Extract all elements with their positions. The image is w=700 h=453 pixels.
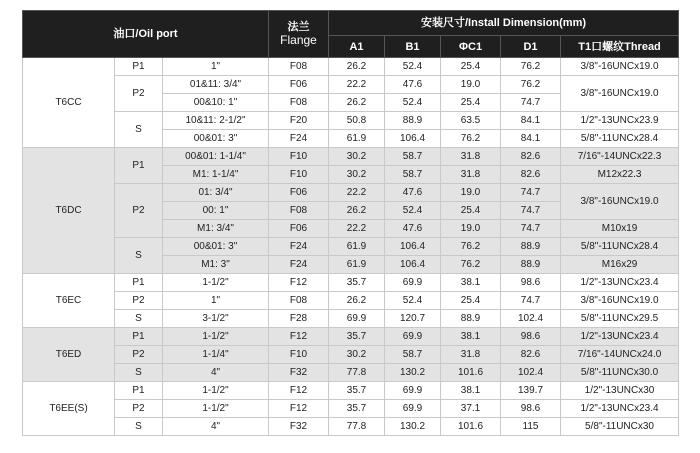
a1-cell: 35.7 xyxy=(329,274,385,292)
a1-cell: 26.2 xyxy=(329,58,385,76)
flange-cell: F24 xyxy=(269,130,329,148)
a1-cell: 61.9 xyxy=(329,256,385,274)
size-cell: 1-1/4" xyxy=(163,346,269,364)
size-cell: 01&11: 3/4" xyxy=(163,76,269,94)
model-name-cell: T6EE(S) xyxy=(23,382,115,436)
b1-cell: 52.4 xyxy=(385,202,441,220)
install-dimension-table xyxy=(22,10,679,436)
b1-cell: 106.4 xyxy=(385,256,441,274)
size-cell: 1" xyxy=(163,292,269,310)
size-cell: 1-1/2" xyxy=(163,328,269,346)
thread-cell: 1/2"-13UNCx23.4 xyxy=(561,400,679,418)
model-name-cell: T6ED xyxy=(23,328,115,382)
flange-header-en: Flange xyxy=(280,33,317,47)
a1-cell: 30.2 xyxy=(329,166,385,184)
b1-cell: 69.9 xyxy=(385,400,441,418)
a1-cell: 77.8 xyxy=(329,418,385,436)
c1-cell: 25.4 xyxy=(441,94,501,112)
table-row xyxy=(23,310,679,328)
c1-cell: 76.2 xyxy=(441,256,501,274)
port-cell: P1 xyxy=(115,274,163,292)
col-header-b1: B1 xyxy=(385,36,441,58)
flange-header-cn: 法兰 xyxy=(287,21,310,33)
a1-cell: 69.9 xyxy=(329,310,385,328)
table-row xyxy=(23,364,679,382)
flange-cell: F08 xyxy=(269,94,329,112)
d1-cell: 88.9 xyxy=(501,256,561,274)
install-dimension-header: 安装尺寸/Install Dimension(mm) xyxy=(329,11,679,36)
flange-cell: F12 xyxy=(269,382,329,400)
size-cell: 4" xyxy=(163,364,269,382)
b1-cell: 120.7 xyxy=(385,310,441,328)
d1-cell: 102.4 xyxy=(501,364,561,382)
table-row xyxy=(23,112,679,130)
d1-cell: 82.6 xyxy=(501,346,561,364)
thread-cell: M10x19 xyxy=(561,220,679,238)
table-row xyxy=(23,292,679,310)
d1-cell: 76.2 xyxy=(501,76,561,94)
model-name-cell: T6EC xyxy=(23,274,115,328)
size-cell: M1: 3" xyxy=(163,256,269,274)
d1-cell: 98.6 xyxy=(501,274,561,292)
d1-cell: 74.7 xyxy=(501,184,561,202)
port-cell: P1 xyxy=(115,148,163,184)
c1-cell: 101.6 xyxy=(441,364,501,382)
c1-cell: 31.8 xyxy=(441,346,501,364)
thread-cell: 5/8"-11UNCx29.5 xyxy=(561,310,679,328)
c1-cell: 19.0 xyxy=(441,184,501,202)
port-cell: S xyxy=(115,418,163,436)
size-cell: M1: 1-1/4" xyxy=(163,166,269,184)
size-cell: 1" xyxy=(163,58,269,76)
flange-cell: F12 xyxy=(269,400,329,418)
thread-cell: 3/8"-16UNCx19.0 xyxy=(561,184,679,220)
c1-cell: 38.1 xyxy=(441,274,501,292)
b1-cell: 58.7 xyxy=(385,346,441,364)
flange-cell: F10 xyxy=(269,166,329,184)
b1-cell: 130.2 xyxy=(385,418,441,436)
port-cell: S xyxy=(115,310,163,328)
flange-cell: F24 xyxy=(269,256,329,274)
port-cell: P2 xyxy=(115,400,163,418)
port-cell: P1 xyxy=(115,382,163,400)
d1-cell: 98.6 xyxy=(501,400,561,418)
model-name-cell: T6CC xyxy=(23,58,115,148)
a1-cell: 30.2 xyxy=(329,148,385,166)
thread-cell: 5/8"-11UNCx30 xyxy=(561,418,679,436)
a1-cell: 22.2 xyxy=(329,184,385,202)
a1-cell: 26.2 xyxy=(329,292,385,310)
flange-cell: F12 xyxy=(269,274,329,292)
port-cell: P2 xyxy=(115,346,163,364)
flange-cell: F10 xyxy=(269,148,329,166)
thread-cell: 1/2"-13UNCx23.4 xyxy=(561,328,679,346)
col-header-c1: ΦC1 xyxy=(441,36,501,58)
port-cell: S xyxy=(115,112,163,148)
a1-cell: 35.7 xyxy=(329,382,385,400)
port-cell: P1 xyxy=(115,58,163,76)
d1-cell: 88.9 xyxy=(501,238,561,256)
port-cell: P1 xyxy=(115,328,163,346)
d1-cell: 139.7 xyxy=(501,382,561,400)
d1-cell: 82.6 xyxy=(501,166,561,184)
c1-cell: 76.2 xyxy=(441,238,501,256)
thread-cell: 7/16"-14UNCx24.0 xyxy=(561,346,679,364)
a1-cell: 26.2 xyxy=(329,202,385,220)
d1-cell: 102.4 xyxy=(501,310,561,328)
model-name-cell: T6DC xyxy=(23,148,115,274)
flange-cell: F10 xyxy=(269,346,329,364)
b1-cell: 130.2 xyxy=(385,364,441,382)
a1-cell: 30.2 xyxy=(329,346,385,364)
a1-cell: 22.2 xyxy=(329,220,385,238)
thread-cell: 1/2"-13UNCx23.4 xyxy=(561,274,679,292)
table-row xyxy=(23,58,679,76)
b1-cell: 106.4 xyxy=(385,130,441,148)
flange-cell: F08 xyxy=(269,202,329,220)
c1-cell: 25.4 xyxy=(441,202,501,220)
size-cell: 4" xyxy=(163,418,269,436)
flange-cell: F12 xyxy=(269,328,329,346)
b1-cell: 69.9 xyxy=(385,382,441,400)
flange-cell: F28 xyxy=(269,310,329,328)
port-cell: S xyxy=(115,238,163,274)
size-cell: 1-1/2" xyxy=(163,274,269,292)
size-cell: 1-1/2" xyxy=(163,400,269,418)
size-cell: M1: 3/4" xyxy=(163,220,269,238)
c1-cell: 38.1 xyxy=(441,382,501,400)
c1-cell: 63.5 xyxy=(441,112,501,130)
b1-cell: 88.9 xyxy=(385,112,441,130)
size-cell: 3-1/2" xyxy=(163,310,269,328)
d1-cell: 74.7 xyxy=(501,202,561,220)
size-cell: 00&10: 1" xyxy=(163,94,269,112)
d1-cell: 84.1 xyxy=(501,112,561,130)
table-row xyxy=(23,76,679,94)
col-header-a1: A1 xyxy=(329,36,385,58)
d1-cell: 84.1 xyxy=(501,130,561,148)
a1-cell: 61.9 xyxy=(329,238,385,256)
size-cell: 1-1/2" xyxy=(163,382,269,400)
flange-cell: F06 xyxy=(269,76,329,94)
size-cell: 00&01: 3" xyxy=(163,238,269,256)
a1-cell: 61.9 xyxy=(329,130,385,148)
flange-cell: F32 xyxy=(269,364,329,382)
d1-cell: 74.7 xyxy=(501,292,561,310)
d1-cell: 98.6 xyxy=(501,328,561,346)
c1-cell: 19.0 xyxy=(441,220,501,238)
thread-cell: M12x22.3 xyxy=(561,166,679,184)
table-row xyxy=(23,418,679,436)
thread-cell: 1/2"-13UNCx30 xyxy=(561,382,679,400)
size-cell: 00&01: 1-1/4" xyxy=(163,148,269,166)
c1-cell: 31.8 xyxy=(441,148,501,166)
size-cell: 10&11: 2-1/2" xyxy=(163,112,269,130)
flange-cell: F06 xyxy=(269,184,329,202)
table-row xyxy=(23,184,679,202)
a1-cell: 50.8 xyxy=(329,112,385,130)
c1-cell: 19.0 xyxy=(441,76,501,94)
d1-cell: 74.7 xyxy=(501,94,561,112)
flange-cell: F32 xyxy=(269,418,329,436)
flange-cell: F24 xyxy=(269,238,329,256)
flange-header xyxy=(269,11,329,58)
port-cell: P2 xyxy=(115,184,163,238)
d1-cell: 115 xyxy=(501,418,561,436)
table-body xyxy=(23,58,679,436)
table-row xyxy=(23,328,679,346)
a1-cell: 26.2 xyxy=(329,94,385,112)
flange-cell: F08 xyxy=(269,292,329,310)
thread-cell: 3/8"-16UNCx19.0 xyxy=(561,292,679,310)
thread-cell: 3/8"-16UNCx19.0 xyxy=(561,76,679,112)
port-cell: P2 xyxy=(115,292,163,310)
flange-cell: F08 xyxy=(269,58,329,76)
b1-cell: 47.6 xyxy=(385,76,441,94)
size-cell: 00&01: 3" xyxy=(163,130,269,148)
port-cell: P2 xyxy=(115,76,163,112)
table-row xyxy=(23,274,679,292)
c1-cell: 76.2 xyxy=(441,130,501,148)
c1-cell: 101.6 xyxy=(441,418,501,436)
oil-port-header: 油口/Oil port xyxy=(23,11,269,58)
a1-cell: 77.8 xyxy=(329,364,385,382)
b1-cell: 52.4 xyxy=(385,94,441,112)
c1-cell: 25.4 xyxy=(441,58,501,76)
thread-cell: 3/8"-16UNCx19.0 xyxy=(561,58,679,76)
size-cell: 01: 3/4" xyxy=(163,184,269,202)
thread-cell: M16x29 xyxy=(561,256,679,274)
thread-cell: 5/8"-11UNCx30.0 xyxy=(561,364,679,382)
table-row xyxy=(23,148,679,166)
d1-cell: 76.2 xyxy=(501,58,561,76)
c1-cell: 38.1 xyxy=(441,328,501,346)
b1-cell: 58.7 xyxy=(385,166,441,184)
thread-cell: 1/2"-13UNCx23.9 xyxy=(561,112,679,130)
b1-cell: 52.4 xyxy=(385,292,441,310)
table-row xyxy=(23,346,679,364)
flange-cell: F06 xyxy=(269,220,329,238)
thread-cell: 5/8"-11UNCx28.4 xyxy=(561,130,679,148)
col-header-thread: T1口螺纹Thread xyxy=(561,36,679,58)
table-row xyxy=(23,400,679,418)
c1-cell: 25.4 xyxy=(441,292,501,310)
c1-cell: 88.9 xyxy=(441,310,501,328)
b1-cell: 69.9 xyxy=(385,274,441,292)
a1-cell: 22.2 xyxy=(329,76,385,94)
table-row xyxy=(23,382,679,400)
c1-cell: 31.8 xyxy=(441,166,501,184)
port-cell: S xyxy=(115,364,163,382)
thread-cell: 5/8"-11UNCx28.4 xyxy=(561,238,679,256)
a1-cell: 35.7 xyxy=(329,328,385,346)
table-row xyxy=(23,238,679,256)
thread-cell: 7/16"-14UNCx22.3 xyxy=(561,148,679,166)
b1-cell: 52.4 xyxy=(385,58,441,76)
d1-cell: 82.6 xyxy=(501,148,561,166)
c1-cell: 37.1 xyxy=(441,400,501,418)
flange-cell: F20 xyxy=(269,112,329,130)
b1-cell: 47.6 xyxy=(385,220,441,238)
b1-cell: 106.4 xyxy=(385,238,441,256)
b1-cell: 58.7 xyxy=(385,148,441,166)
b1-cell: 47.6 xyxy=(385,184,441,202)
size-cell: 00: 1" xyxy=(163,202,269,220)
col-header-d1: D1 xyxy=(501,36,561,58)
a1-cell: 35.7 xyxy=(329,400,385,418)
b1-cell: 69.9 xyxy=(385,328,441,346)
d1-cell: 74.7 xyxy=(501,220,561,238)
